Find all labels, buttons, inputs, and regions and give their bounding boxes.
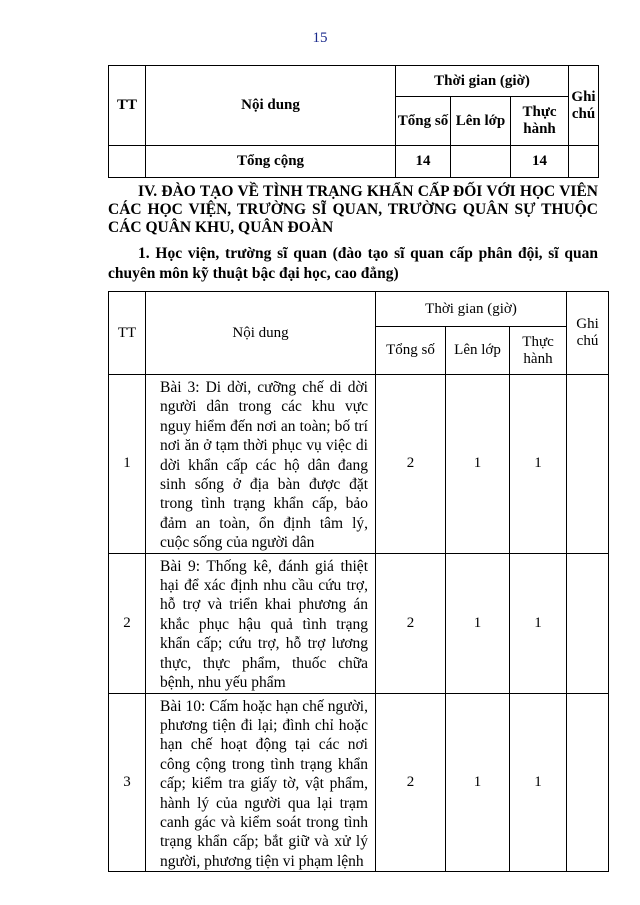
header-practice: Thực hành — [510, 327, 567, 375]
row-total: 2 — [376, 375, 446, 554]
header-total: Tổng số — [376, 327, 446, 375]
row-total: 2 — [376, 693, 446, 872]
row-theory: 1 — [446, 693, 510, 872]
row-note — [567, 693, 609, 872]
row-total: 2 — [376, 553, 446, 693]
total-row-total: 14 — [396, 146, 451, 178]
total-row-note — [569, 146, 599, 178]
header-note: Ghi chú — [567, 292, 609, 375]
header-time-group: Thời gian (giờ) — [396, 66, 569, 97]
table-row — [109, 693, 609, 872]
header-note: Ghi chú — [569, 66, 599, 146]
row-content: Bài 9: Thống kê, đánh giá thiệt hại để xác định nhu cầu cứu trợ, hỗ trợ và triển khai phương án khắc phục hậu quả tình trạng khẩn cấp; cứu trợ, hỗ trợ lương thực, thực phẩm, thuốc chữa bệnh, nhu yếu phẩm — [146, 553, 376, 693]
total-row-tt — [109, 146, 146, 178]
row-tt: 3 — [109, 693, 146, 872]
header-content: Nội dung — [146, 66, 396, 146]
row-practice: 1 — [510, 553, 567, 693]
subsection-heading: 1. Học viện, trường sĩ quan (đào tạo sĩ quan cấp phân đội, sĩ quan chuyên môn kỹ thuật bậc đại học, cao đẳng) — [108, 245, 598, 282]
page-number: 15 — [312, 30, 328, 46]
row-theory: 1 — [446, 375, 510, 554]
row-theory: 1 — [446, 553, 510, 693]
row-content: Bài 10: Cấm hoặc hạn chế người, phương tiện đi lại; đình chỉ hoặc hạn chế hoạt động tại các nơi công cộng trong tình trạng khẩn cấp; kiểm tra giấy tờ, vật phẩm, hành lý của người qua lại trạm canh gác và kiểm soát trong tình trạng khẩn cấp; bắt giữ và xử lý người, phương tiện vi phạm lệnh — [146, 693, 376, 872]
header-total: Tổng số — [396, 97, 451, 146]
row-practice: 1 — [510, 693, 567, 872]
table-row — [109, 553, 609, 693]
row-tt: 2 — [109, 553, 146, 693]
total-row — [109, 146, 599, 178]
total-row-practice: 14 — [511, 146, 569, 178]
header-theory: Lên lớp — [446, 327, 510, 375]
header-time-group: Thời gian (giờ) — [376, 292, 567, 327]
row-note — [567, 553, 609, 693]
row-tt: 1 — [109, 375, 146, 554]
time-table-courses — [108, 291, 609, 872]
header-practice: Thực hành — [511, 97, 569, 146]
row-practice: 1 — [510, 375, 567, 554]
row-note — [567, 375, 609, 554]
header-tt: TT — [109, 66, 146, 146]
time-table-summary — [108, 65, 599, 178]
header-content: Nội dung — [146, 292, 376, 375]
section-heading: IV. ĐÀO TẠO VỀ TÌNH TRẠNG KHẨN CẤP ĐỐI VỚI HỌC VIÊN CÁC HỌC VIỆN, TRƯỜNG SĨ QUAN, TRƯỜNG QUÂN SỰ THUỘC CÁC QUÂN KHU, QUÂN ĐOÀN — [108, 183, 598, 236]
table-row — [109, 375, 609, 554]
header-tt: TT — [109, 292, 146, 375]
row-content: Bài 3: Di dời, cưỡng chế di dời người dân trong các khu vực nguy hiểm đến nơi an toàn; bố trí nơi ăn ở tạm thời phục vụ việc di dời khẩn cấp các hộ dân đang sinh sống ở địa bàn được đặt trong tình trạng khẩn cấp, bảo đảm an toàn, ổn định tâm lý, cuộc sống của người dân — [146, 375, 376, 554]
total-row-theory — [451, 146, 511, 178]
total-row-label: Tổng cộng — [146, 146, 396, 178]
header-theory: Lên lớp — [451, 97, 511, 146]
